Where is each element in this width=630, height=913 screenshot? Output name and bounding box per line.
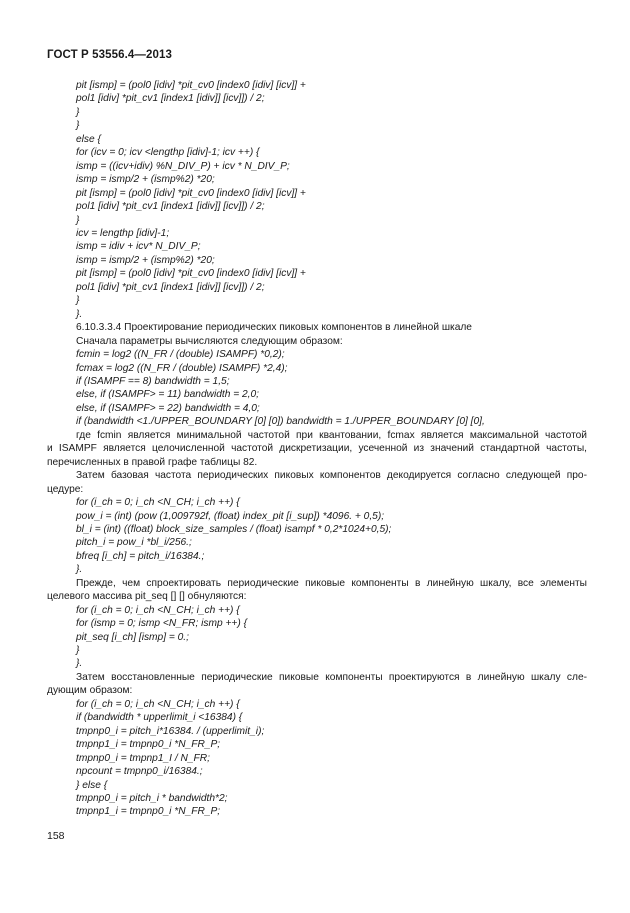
code-line: } — [76, 645, 80, 657]
code-line: for (i_ch = 0; i_ch <N_CH; i_ch ++) { — [76, 698, 240, 710]
code-line: pit [ismp] = (pol0 [idiv] *pit_cv0 [index0 [idiv] [icv]] + — [76, 80, 306, 91]
code-line: pitch_i = pow_i *bl_i/256.; — [76, 537, 192, 549]
code-line: else, if (ISAMPF> = 11) bandwidth = 2,0; — [76, 389, 259, 401]
document-body — [47, 79, 587, 819]
code-line: ismp = idiv + icv* N_DIV_P; — [76, 241, 201, 253]
page-number: 158 — [47, 830, 65, 842]
code-line: tmpnp0_i = tmpnp1_I / N_FR; — [76, 752, 210, 764]
paragraph-line: и ISAMPF является целочисленной частотой дискретизации, усеченной из значений стандартной частоты, — [47, 443, 587, 455]
code-line: tmpnp0_i = pitch_i*16384. / (upperlimit_i); — [76, 725, 265, 737]
code-line: for (i_ch = 0; i_ch <N_CH; i_ch ++) { — [76, 497, 240, 509]
code-line: tmpnp0_i = pitch_i * bandwidth*2; — [76, 793, 228, 805]
paragraph-line: Затем восстановленные периодические пиковые компоненты проектируются в линейную шкалу сле- — [76, 671, 587, 683]
paragraph-line: перечисленных в правой графе таблицы 82. — [47, 456, 258, 468]
code-line: pit [ismp] = (pol0 [idiv] *pit_cv0 [index0 [idiv] [icv]] + — [76, 187, 306, 199]
paragraph-line: Сначала параметры вычисляются следующим образом: — [76, 335, 343, 347]
code-line: } — [76, 106, 80, 118]
code-line: }. — [76, 308, 83, 320]
code-line: for (icv = 0; icv <lengthp [idiv]-1; icv ++) { — [76, 147, 260, 159]
code-line: if (ISAMPF == 8) bandwidth = 1,5; — [76, 375, 230, 387]
code-line: for (i_ch = 0; i_ch <N_CH; i_ch ++) { — [76, 604, 240, 616]
code-line: npcount = tmpnp0_i/16384.; — [76, 766, 203, 778]
code-line: bl_i = (int) ((float) block_size_samples / (float) isampf * 0,2*1024+0,5); — [76, 523, 392, 535]
code-line: for (ismp = 0; ismp <N_FR; ismp ++) { — [76, 618, 247, 630]
code-line: bfreq [i_ch] = pitch_i/16384.; — [76, 550, 205, 562]
code-line: pol1 [idiv] *pit_cv1 [index1 [idiv]] [icv]]) / 2; — [76, 93, 265, 105]
code-line: } — [76, 295, 80, 307]
code-line: else, if (ISAMPF> = 22) bandwidth = 4,0; — [76, 402, 260, 414]
paragraph-line: 6.10.3.3.4 Проектирование периодических пиковых компонентов в линейной шкале — [76, 322, 472, 334]
code-line: icv = lengthp [idiv]-1; — [76, 227, 170, 239]
code-line: pit_seq [i_ch] [ismp] = 0.; — [76, 631, 189, 643]
code-line: } — [76, 214, 80, 226]
code-line: pit [ismp] = (pol0 [idiv] *pit_cv0 [index0 [idiv] [icv]] + — [76, 268, 306, 280]
code-line: pol1 [idiv] *pit_cv1 [index1 [idiv]] [icv]]) / 2; — [76, 201, 265, 213]
code-line: tmpnp1_i = tmpnp0_i *N_FR_P; — [76, 806, 221, 818]
code-line: }. — [76, 564, 83, 576]
document-header: ГОСТ Р 53556.4—2013 — [47, 49, 172, 61]
code-line: } else { — [76, 779, 108, 791]
code-line: pow_i = (int) (pow (1,009792f, (float) index_pit [i_sup]) *4096. + 0,5); — [76, 510, 385, 522]
paragraph-line: Прежде, чем спроектировать периодические пиковые компоненты в линейную шкалу, все элементы — [76, 577, 587, 589]
paragraph-line: цедуре: — [47, 483, 84, 495]
code-line: tmpnp1_i = tmpnp0_i *N_FR_P; — [76, 739, 221, 751]
paragraph-line: где fcmin является минимальной частотой при квантовании, fcmax является максимальной частотой — [76, 429, 587, 441]
code-line: if (bandwidth <1./UPPER_BOUNDARY [0] [0]) bandwidth = 1./UPPER_BOUNDARY [0] [0], — [76, 416, 485, 428]
paragraph-line: целевого массива pit_seq [] [] обнуляются: — [47, 591, 247, 603]
code-line: ismp = ismp/2 + (ismp%2) *20; — [76, 254, 215, 266]
code-line: fcmin = log2 ((N_FR / (double) ISAMPF) *0,2); — [76, 349, 285, 361]
paragraph-line: дующим образом: — [47, 685, 133, 697]
paragraph-line: Затем базовая частота периодических пиковых компонентов декодируется согласно следующей про- — [76, 470, 587, 482]
code-line: } — [76, 120, 80, 132]
code-line: }. — [76, 658, 83, 670]
code-line: else { — [76, 133, 101, 145]
code-line: if (bandwidth * upperlimit_i <16384) { — [76, 712, 243, 724]
code-line: ismp = ismp/2 + (ismp%2) *20; — [76, 174, 215, 186]
code-line: ismp = ((icv+idiv) %N_DIV_P) + icv * N_DIV_P; — [76, 160, 290, 172]
code-line: pol1 [idiv] *pit_cv1 [index1 [idiv]] [icv]]) / 2; — [76, 281, 265, 293]
code-line: fcmax = log2 ((N_FR / (double) ISAMPF) *2,4); — [76, 362, 288, 374]
